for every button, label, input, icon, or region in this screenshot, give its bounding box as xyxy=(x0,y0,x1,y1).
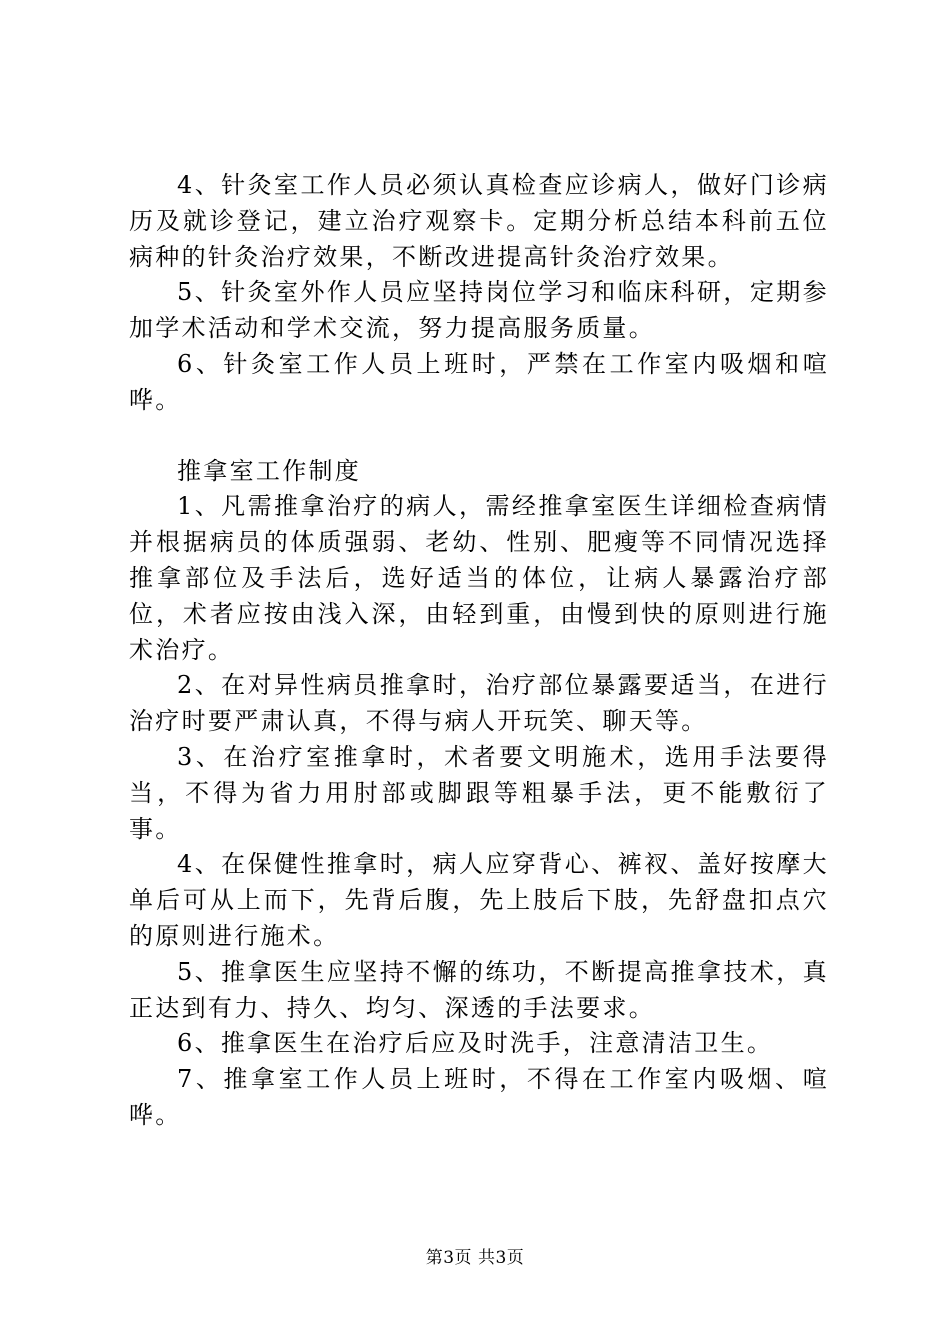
paragraph-acupuncture-rule-4: 4、针灸室工作人员必须认真检查应诊病人，做好门诊病历及就诊登记，建立治疗观察卡。定期分析总结本科前五位病种的针灸治疗效果，不断改进提高针灸治疗效果。 xyxy=(129,171,829,271)
paragraph-massage-rule-5: 5、推拿医生应坚持不懈的练功，不断提高推拿技术，真正达到有力、持久、均匀、深透的手法要求。 xyxy=(129,957,829,1022)
page-number: 第3页 共3页 xyxy=(425,1248,525,1268)
paragraph-massage-rule-4: 4、在保健性推拿时，病人应穿背心、裤衩、盖好按摩大单后可从上而下，先背后腹，先上肢后下肢，先舒盘扣点穴的原则进行施术。 xyxy=(129,850,829,950)
paragraph-massage-rule-6: 6、推拿医生在治疗后应及时洗手，注意清洁卫生。 xyxy=(177,1029,774,1058)
section-title: 推拿室工作制度 xyxy=(177,456,362,485)
paragraph-acupuncture-rule-6: 6、针灸室工作人员上班时，严禁在工作室内吸烟和喧哗。 xyxy=(129,349,829,414)
paragraph-acupuncture-rule-5: 5、针灸室外作人员应坚持岗位学习和临床科研，定期参加学术活动和学术交流，努力提高服务质量。 xyxy=(129,278,829,343)
paragraph-massage-rule-1: 1、凡需推拿治疗的病人，需经推拿室医生详细检查病情并根据病员的体质强弱、老幼、性别、肥瘦等不同情况选择推拿部位及手法后，选好适当的体位，让病人暴露治疗部位，术者应按由浅入深，由轻到重，由慢到快的原则进行施术治疗。 xyxy=(129,492,829,664)
paragraph-massage-rule-7: 7、推拿室工作人员上班时，不得在工作室内吸烟、喧哗。 xyxy=(129,1065,829,1129)
paragraph-massage-rule-2: 2、在对异性病员推拿时，治疗部位暴露要适当，在进行治疗时要严肃认真，不得与病人开玩笑、聊天等。 xyxy=(129,671,829,736)
paragraph-massage-rule-3: 3、在治疗室推拿时，术者要文明施术，选用手法要得当，不得为省力用肘部或脚跟等粗暴手法，更不能敷衍了事。 xyxy=(129,742,829,843)
document-body xyxy=(129,168,829,1134)
page-footer xyxy=(0,1243,950,1268)
